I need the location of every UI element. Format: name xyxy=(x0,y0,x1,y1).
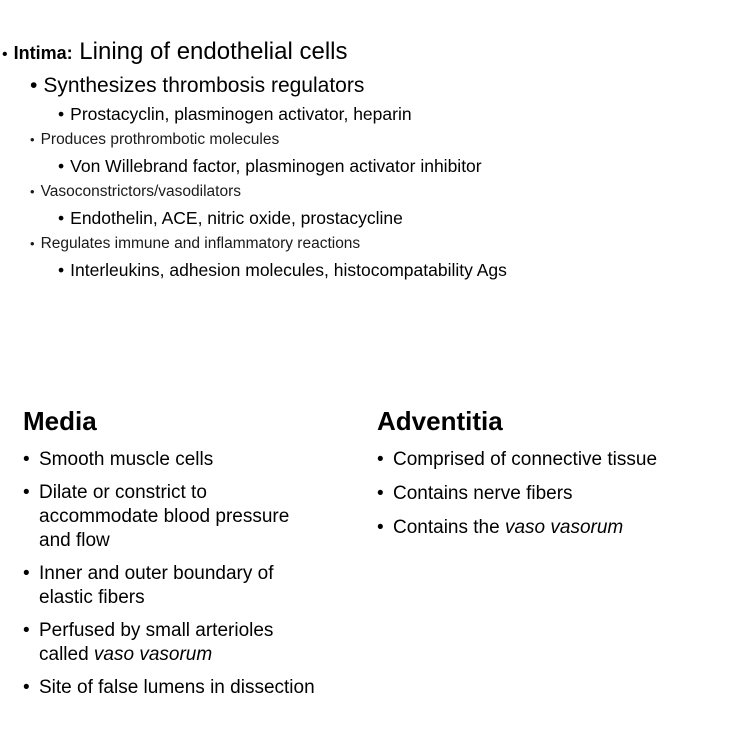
media-item-text: called xyxy=(39,644,94,665)
media-item-line: elastic fibers xyxy=(39,587,145,608)
media-list xyxy=(23,448,353,709)
bullet: • xyxy=(58,260,65,280)
adventitia-item-italic: vaso vasorum xyxy=(504,517,624,538)
intima-subitem-text: Endothelin, ACE, nitric oxide, prostacycline xyxy=(70,208,403,228)
bullet: • xyxy=(30,184,35,199)
intima-item-4 xyxy=(30,236,360,252)
media-item-line: Inner and outer boundary of xyxy=(39,563,274,584)
intima-subitem-2 xyxy=(58,158,482,176)
list-item xyxy=(23,481,353,553)
intima-label: Intima: xyxy=(13,43,73,63)
bullet: • xyxy=(2,46,8,63)
bullet: • xyxy=(58,104,65,124)
intima-heading-line xyxy=(2,40,347,64)
bullet: • xyxy=(30,74,38,97)
media-item-line: Perfused by small arterioles xyxy=(39,620,274,641)
intima-item-text: Synthesizes thrombosis regulators xyxy=(43,74,365,97)
media-item-line: and flow xyxy=(39,530,110,551)
intima-subitem-4 xyxy=(58,262,507,280)
adventitia-title: Adventitia xyxy=(377,406,503,436)
adventitia-list xyxy=(377,448,737,550)
intima-item-text: Regulates immune and inflammatory reactions xyxy=(40,235,361,252)
media-item-line xyxy=(39,643,353,667)
bullet: • xyxy=(23,677,30,698)
bullet: • xyxy=(23,449,30,470)
bullet: • xyxy=(23,482,30,503)
intima-subitem-1 xyxy=(58,106,412,124)
intima-item-text: Vasoconstrictors/vasodilators xyxy=(40,183,241,200)
list-item xyxy=(23,619,353,667)
intima-subitem-text: Von Willebrand factor, plasminogen activator inhibitor xyxy=(70,156,482,176)
bullet: • xyxy=(23,563,30,584)
intima-heading: Lining of endothelial cells xyxy=(79,38,348,65)
media-item-text: Site of false lumens in dissection xyxy=(39,677,315,698)
bullet: • xyxy=(377,449,384,470)
bullet: • xyxy=(30,236,35,251)
adventitia-item-text: Contains the xyxy=(393,517,505,538)
list-item xyxy=(377,516,737,540)
media-title: Media xyxy=(23,406,97,436)
bullet: • xyxy=(58,208,65,228)
intima-item-text: Produces prothrombotic molecules xyxy=(40,131,280,148)
adventitia-item-text: Contains nerve fibers xyxy=(393,483,573,504)
bullet: • xyxy=(30,132,35,147)
intima-subitem-3 xyxy=(58,210,403,228)
bullet: • xyxy=(58,156,65,176)
media-item-italic: vaso vasorum xyxy=(93,644,213,665)
intima-subitem-text: Prostacyclin, plasminogen activator, heparin xyxy=(70,104,412,124)
media-item-text: Smooth muscle cells xyxy=(39,449,214,470)
media-item-line: accommodate blood pressure xyxy=(39,506,290,527)
bullet: • xyxy=(377,483,384,504)
media-item-line: Dilate or constrict to xyxy=(39,482,207,503)
intima-item-1 xyxy=(30,75,364,96)
list-item xyxy=(23,562,353,610)
list-item xyxy=(23,676,353,700)
bullet: • xyxy=(377,517,384,538)
adventitia-item-text: Comprised of connective tissue xyxy=(393,449,658,470)
list-item xyxy=(377,448,737,472)
list-item xyxy=(377,482,737,506)
intima-subitem-text: Interleukins, adhesion molecules, histocompatability Ags xyxy=(70,260,507,280)
bullet: • xyxy=(23,620,30,641)
intima-item-2 xyxy=(30,132,279,148)
intima-item-3 xyxy=(30,184,241,200)
list-item xyxy=(23,448,353,472)
